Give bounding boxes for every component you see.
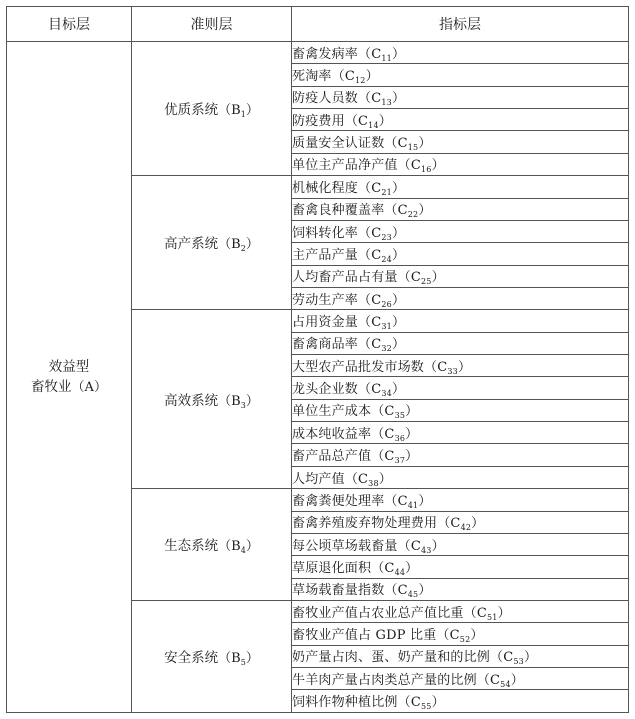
indicator-name: 畜禽粪便处理率 [292, 493, 385, 509]
criteria-cell [132, 310, 292, 489]
indicator-cell [292, 86, 629, 108]
indicator-code: $(C_{41})$ [384, 493, 432, 510]
indicator-cell [292, 377, 629, 399]
table-row [7, 42, 629, 64]
indicator-name: 畜禽商品率 [292, 337, 359, 353]
table-body [7, 42, 629, 713]
criteria-name: 高效系统 [164, 392, 219, 409]
criteria-cell [132, 600, 292, 712]
indicator-name: 饲料转化率 [292, 225, 359, 241]
criteria-code: $(B_5)$ [218, 650, 259, 667]
indicator-cell [292, 399, 629, 421]
indicator-name: 草原退化面积 [292, 560, 372, 576]
indicator-name: 主产品产量 [292, 247, 359, 263]
indicator-cell [292, 310, 629, 332]
indicator-code: $(C_{32})$ [358, 337, 406, 354]
header-criteria-layer: 准则层 [132, 7, 292, 42]
indicator-system-table [6, 6, 629, 713]
indicator-code: $(C_{23})$ [358, 225, 406, 242]
criteria-name: 优质系统 [164, 102, 219, 119]
indicator-name: 防疫人员数 [292, 91, 359, 107]
indicator-code: $(C_{51})$ [463, 605, 511, 622]
indicator-code: $(C_{38})$ [344, 471, 392, 488]
indicator-code: $(C_{13})$ [358, 91, 406, 108]
indicator-code: $(C_{37})$ [371, 449, 419, 466]
indicator-code: $(C_{36})$ [371, 426, 419, 443]
indicator-cell [292, 176, 629, 198]
indicator-cell [292, 690, 629, 713]
indicator-code: $(C_{12})$ [331, 69, 379, 86]
indicator-cell [292, 600, 629, 622]
indicator-name: 畜禽良种覆盖率 [292, 203, 385, 219]
indicator-cell [292, 578, 629, 600]
indicator-name: 奶产量占肉、蛋、奶产量和的比例 [292, 650, 491, 666]
indicator-code: $(C_{22})$ [384, 203, 432, 220]
indicator-code: $(C_{43})$ [397, 538, 445, 555]
indicator-cell [292, 220, 629, 242]
indicator-name: 劳动生产率 [292, 292, 359, 308]
indicator-name: 成本纯收益率 [292, 426, 372, 442]
indicator-code: $(C_{53})$ [490, 650, 538, 667]
indicator-code: $(C_{33})$ [424, 359, 472, 376]
indicator-cell [292, 623, 629, 645]
criteria-cell [132, 489, 292, 601]
indicator-name: 人均产值 [292, 471, 345, 487]
indicator-name: 饲料作物种植比例 [292, 695, 398, 711]
indicator-name: 畜牧业产值占 GDP 比重 [292, 628, 437, 644]
indicator-code: $(C_{25})$ [397, 270, 445, 287]
indicator-cell [292, 422, 629, 444]
indicator-name: 牛羊肉产量占肉类总产量的比例 [292, 672, 477, 688]
indicator-name: 畜产品总产值 [292, 449, 372, 465]
indicator-code: $(C_{52})$ [436, 628, 484, 645]
indicator-name: 防疫费用 [292, 113, 345, 129]
indicator-cell [292, 511, 629, 533]
indicator-code: $(C_{35})$ [371, 404, 419, 421]
indicator-code: $(C_{31})$ [358, 314, 406, 331]
indicator-name: 死淘率 [292, 69, 332, 85]
criteria-cell [132, 176, 292, 310]
indicator-code: $(C_{55})$ [397, 695, 445, 712]
indicator-cell [292, 198, 629, 220]
criteria-name: 高产系统 [164, 236, 219, 253]
indicator-cell [292, 109, 629, 131]
indicator-code: $(C_{16})$ [397, 158, 445, 175]
indicator-code: $(C_{26})$ [358, 292, 406, 309]
indicator-code: $(C_{15})$ [384, 136, 432, 153]
header-goal-layer: 目标层 [7, 7, 132, 42]
indicator-code: $(C_{54})$ [476, 672, 524, 689]
indicator-cell [292, 131, 629, 153]
goal-layer-cell [7, 42, 132, 713]
criteria-code: $(B_3)$ [218, 393, 259, 410]
criteria-code: $(B_1)$ [218, 103, 259, 120]
goal-line2: 畜牧业 [31, 378, 72, 395]
indicator-cell [292, 466, 629, 488]
indicator-code: $(C_{34})$ [358, 382, 406, 399]
indicator-name: 机械化程度 [292, 180, 359, 196]
indicator-code: $(C_{21})$ [358, 180, 406, 197]
indicator-name: 占用资金量 [292, 314, 359, 330]
goal-line1: 效益型 [48, 358, 90, 375]
goal-code: （A） [71, 379, 107, 395]
indicator-code: $(C_{24})$ [358, 247, 406, 264]
indicator-cell [292, 355, 629, 377]
indicator-cell [292, 42, 629, 64]
indicator-cell [292, 265, 629, 287]
indicator-code: $(C_{45})$ [384, 583, 432, 600]
indicator-cell [292, 668, 629, 690]
indicator-cell [292, 153, 629, 175]
indicator-cell [292, 287, 629, 309]
indicator-name: 龙头企业数 [292, 382, 359, 398]
indicator-code: $(C_{42})$ [437, 516, 485, 533]
criteria-name: 生态系统 [164, 538, 219, 555]
indicator-name: 单位主产品净产值 [292, 158, 398, 174]
indicator-name: 畜禽发病率 [292, 46, 359, 62]
indicator-cell [292, 556, 629, 578]
indicator-cell [292, 489, 629, 511]
indicator-name: 大型农产品批发市场数 [292, 359, 425, 375]
indicator-name: 质量安全认证数 [292, 136, 385, 152]
indicator-name: 每公顷草场载畜量 [292, 538, 398, 554]
indicator-name: 畜禽养殖废弃物处理费用 [292, 516, 438, 532]
indicator-name: 单位生产成本 [292, 404, 372, 420]
indicator-cell [292, 243, 629, 265]
criteria-code: $(B_2)$ [218, 237, 259, 254]
indicator-code: $(C_{11})$ [358, 46, 406, 63]
indicator-cell [292, 645, 629, 667]
indicator-code: $(C_{44})$ [371, 560, 419, 577]
indicator-name: 人均畜产品占有量 [292, 270, 398, 286]
header-indicator-layer: 指标层 [292, 7, 629, 42]
indicator-cell [292, 533, 629, 555]
criteria-code: $(B_4)$ [218, 539, 259, 556]
header-row [7, 7, 629, 42]
indicator-code: $(C_{14})$ [344, 113, 392, 130]
indicator-name: 草场载畜量指数 [292, 583, 385, 599]
criteria-name: 安全系统 [164, 649, 219, 666]
criteria-cell [132, 42, 292, 176]
indicator-cell [292, 64, 629, 86]
indicator-cell [292, 444, 629, 466]
indicator-cell [292, 332, 629, 354]
indicator-name: 畜牧业产值占农业总产值比重 [292, 605, 464, 621]
